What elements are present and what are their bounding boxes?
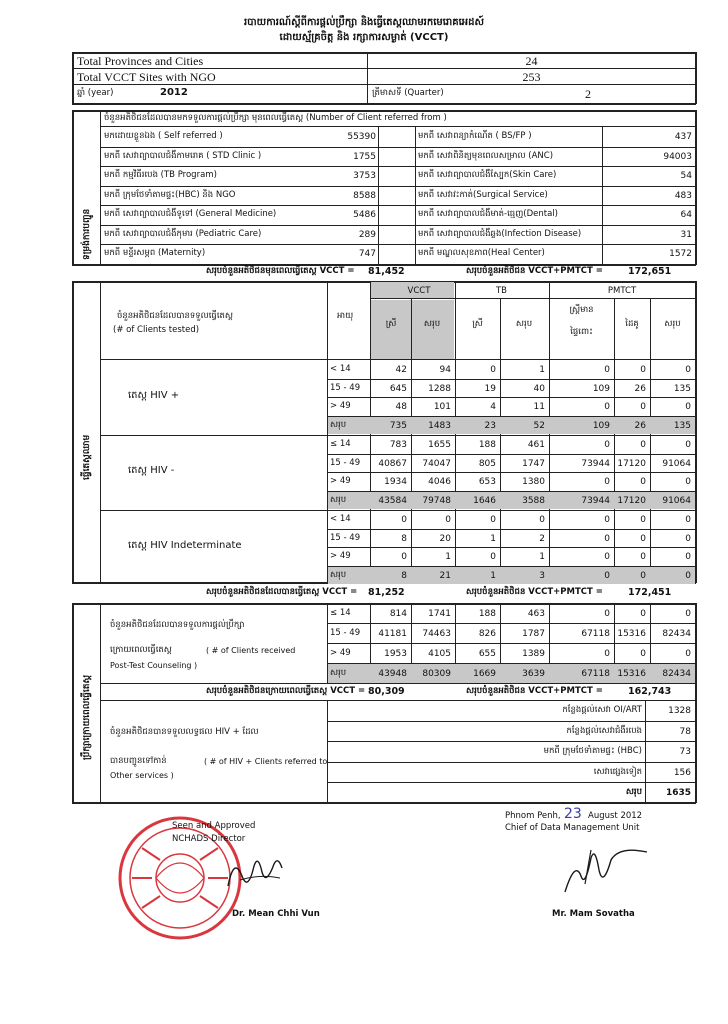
table-cell-value: 0	[604, 570, 610, 581]
col-pmtct-pregnant-2: ផ្ទៃពោះ	[570, 327, 593, 337]
col-vcct-female: ស្រី	[385, 319, 397, 329]
grid-line	[72, 802, 696, 804]
table-cell-value: 0	[490, 515, 496, 525]
table-cell-value: 0	[640, 440, 646, 450]
grid-line	[370, 298, 695, 299]
referral-source-value: 747	[358, 249, 376, 259]
referred-total-vcct-label: សរុបចំនួនអតិថិជនមុនពេលធ្វើតេស្ត VCCT =	[206, 266, 355, 276]
table-cell-value: 1669	[473, 669, 496, 679]
referral-heading-kh2: បានបញ្ជូនទៅកាន់	[110, 756, 167, 766]
referral-source-value: 483	[674, 190, 692, 201]
table-cell-value: 17120	[617, 495, 646, 506]
table-cell-value: 0	[604, 440, 610, 450]
table-cell-value: 74047	[422, 458, 451, 469]
tested-heading-kh: ចំនួនអតិថិជនដែលបានទទួលធ្វើតេស្ត	[117, 311, 234, 321]
grid-line	[100, 683, 695, 684]
referral-service-label: កន្លែងផ្តល់សេវា OI/ART	[562, 705, 642, 715]
table-cell-value: 0	[604, 402, 610, 413]
table-cell-value: 67118	[581, 669, 610, 679]
referral-source-label: មកពី សេវាវះកាត់(Surgical Service)	[418, 189, 548, 200]
table-cell-value: 80309	[422, 669, 451, 679]
table-cell-value: 653	[478, 477, 496, 488]
table-cell-value: 1389	[522, 649, 545, 659]
provinces-value: 24	[525, 54, 538, 68]
table-cell-value: 0	[640, 477, 646, 488]
year-value: 2012	[160, 87, 188, 98]
year-label: ឆ្នាំ (year)	[77, 88, 114, 98]
age-group-label: > 49	[330, 648, 351, 658]
table-cell-value: 655	[478, 649, 496, 659]
table-cell-value: 91064	[662, 458, 691, 469]
referral-source-value: 31	[680, 229, 692, 240]
table-cell-value: 735	[389, 420, 407, 431]
seen-approved-label: Seen and Approved	[172, 821, 256, 831]
table-cell-value: 21	[439, 570, 451, 581]
quarter-label: ត្រីមាសទី (Quarter)	[372, 88, 444, 98]
table-cell-value: 94	[439, 365, 451, 375]
col-tb-total: សរុប	[515, 319, 533, 329]
age-group-label: < 14	[330, 514, 351, 524]
table-cell-value: 0	[604, 533, 610, 544]
table-cell-value: 188	[478, 440, 496, 450]
table-cell-value: 40	[533, 383, 545, 394]
table-cell-value: 135	[673, 383, 691, 394]
table-cell-value: 0	[640, 609, 646, 619]
referral-source-value: 8588	[353, 190, 376, 201]
grid-line	[72, 603, 696, 605]
table-cell-value: 0	[685, 515, 691, 525]
table-cell-value: 1	[445, 552, 451, 563]
table-cell-value: 67118	[581, 629, 610, 639]
table-cell-value: 20	[439, 533, 451, 544]
table-cell-value: 109	[592, 383, 610, 394]
vcct-sites-label: Total VCCT Sites with NGO	[77, 70, 216, 84]
grid-line	[695, 603, 696, 683]
grid-line	[327, 762, 695, 763]
table-cell-value: 0	[685, 440, 691, 450]
table-cell-value: 48	[395, 402, 407, 413]
table-cell-value: 0	[685, 570, 691, 581]
referral-service-value: 73	[679, 747, 691, 757]
grid-line	[72, 281, 74, 583]
table-cell-value: 805	[478, 458, 496, 469]
referral-source-label: មកពី មណ្ឌលសុខភាព(Heal Center)	[418, 248, 545, 258]
table-cell-value: 4	[490, 402, 496, 413]
table-cell-value: 15316	[617, 669, 646, 679]
quarter-value: 2	[585, 87, 591, 101]
table-cell-value: 0	[539, 515, 545, 525]
referral-source-label: មកពី សេវាពន្យាកំណើត ( BS/FP )	[418, 131, 532, 141]
table-cell-value: 82434	[662, 669, 691, 679]
table-cell-value: 0	[685, 609, 691, 619]
table-cell-value: 1483	[428, 420, 451, 431]
chief-title: Chief of Data Management Unit	[505, 823, 640, 833]
post-total-vcct-value: 80,309	[368, 686, 405, 697]
table-cell-value: 0	[604, 552, 610, 563]
table-cell-value: 109	[592, 420, 610, 431]
table-cell-value: 1	[490, 533, 496, 544]
referral-heading-en1: ( # of HIV + Clients referred to	[204, 757, 328, 766]
test-block-label: តេស្ត HIV +	[128, 390, 180, 401]
post-heading-kh1: ចំនួនអតិថិជនដែលបានទទួលការផ្តល់ប្រឹក្សា	[110, 620, 245, 630]
table-cell-value: 0	[401, 515, 407, 525]
table-cell-value: 1	[539, 552, 545, 563]
referral-source-label: មកពី សេវាព្យាបាលជំងឺស្បែក(Skin Care)	[418, 170, 557, 180]
group-tb-header: TB	[495, 286, 508, 296]
table-cell-value: 1787	[522, 629, 545, 639]
table-cell-value: 3588	[522, 495, 545, 506]
table-cell-value: 3	[539, 570, 545, 581]
table-cell-value: 0	[685, 533, 691, 544]
referral-service-value: 156	[673, 767, 691, 778]
row-divider	[100, 225, 696, 226]
col-pmtct-partner: ដៃគូ	[625, 319, 639, 329]
referral-source-value: 55390	[347, 132, 376, 142]
age-group-label: > 49	[330, 401, 351, 412]
table-cell-value: 26	[634, 420, 646, 431]
table-cell-value: 82434	[662, 629, 691, 639]
row-divider	[100, 166, 696, 167]
age-group-label: > 49	[330, 551, 351, 562]
place-date-day: 23	[564, 806, 582, 822]
col-pmtct-total: សរុប	[664, 319, 681, 329]
table-cell-value: 0	[604, 649, 610, 659]
table-cell-value: 826	[478, 629, 496, 639]
age-group-label: សរុប	[330, 494, 347, 505]
post-total-vcct-label: សរុបចំនួនអតិថិជនក្រោយពេលធ្វើតេស្ត VCCT =	[206, 686, 366, 696]
referral-service-value: 78	[679, 726, 691, 737]
grid-line	[327, 454, 695, 455]
table-cell-value: 43584	[378, 495, 407, 506]
table-cell-value: 91064	[662, 495, 691, 506]
table-cell-value: 645	[389, 383, 407, 394]
row-divider	[100, 244, 696, 245]
table-cell-value: 0	[604, 609, 610, 619]
referral-source-value: 437	[674, 132, 692, 142]
table-cell-value: 0	[401, 552, 407, 563]
referral-source-label: មកពី សេវាព្យាបាលជំងឺឆ្លង(Infection Disease)	[418, 228, 582, 239]
table-cell-value: 0	[640, 515, 646, 525]
place-date-prefix: Phnom Penh,	[505, 811, 561, 821]
referral-source-value: 289	[358, 229, 376, 240]
vcct-sites-value: 253	[522, 70, 541, 84]
age-group-label: ≤ 14	[330, 608, 351, 618]
post-total-all-value: 162,743	[628, 686, 672, 697]
referral-source-label: មកពី ក្រុមថែទាំតាមផ្ទះ(HBC) និង NGO	[104, 189, 236, 200]
referral-source-label: មកពី សេវាព្យាបាលជំងឺកុមារ (Pediatric Care)	[104, 228, 262, 239]
grid-line	[100, 700, 695, 701]
chief-name: Mr. Mam Sovatha	[552, 909, 635, 919]
grid-line	[100, 510, 695, 511]
referral-service-label: សរុប	[625, 787, 642, 797]
referral-source-value: 1572	[669, 249, 692, 259]
table-cell-value: 2	[539, 533, 545, 544]
referral-heading-kh1: ចំនួនអតិថិជនបានទទួលលទ្ធផល HIV + ដែល	[110, 727, 259, 737]
grid-line	[100, 281, 101, 583]
table-cell-value: 0	[685, 649, 691, 659]
group-pmtct-header: PMTCT	[607, 286, 637, 296]
table-cell-value: 0	[685, 552, 691, 563]
referral-service-label: សេវាផ្សេងទៀត	[593, 766, 642, 777]
table-cell-value: 188	[478, 609, 496, 619]
grid-line	[695, 281, 696, 583]
row-divider	[100, 205, 696, 206]
table-cell-value: 8	[401, 570, 407, 581]
referral-source-label: មកពី សេវាព្យាបាលជំងឺមាត់-ធ្មេញ(Dental)	[418, 209, 558, 219]
table-cell-value: 463	[527, 609, 545, 619]
table-cell-value: 1747	[522, 458, 545, 469]
chief-signature	[555, 840, 655, 900]
table-cell-value: 4105	[428, 649, 451, 659]
table-cell-value: 1953	[384, 649, 407, 659]
age-group-label: ≤ 14	[330, 439, 351, 449]
table-cell-value: 73944	[581, 458, 610, 469]
table-cell-value: 79748	[422, 495, 451, 506]
tested-total-vcct-label: សរុបចំនួនអតិថិជនដែលបានធ្វើតេស្ត VCCT =	[206, 587, 358, 597]
table-cell-value: 814	[389, 609, 407, 619]
age-group-label: សរុប	[330, 569, 347, 580]
tested-total-all-value: 172,451	[628, 587, 672, 598]
tested-total-vcct-value: 81,252	[368, 587, 405, 598]
table-cell-value: 1655	[428, 440, 451, 450]
referral-source-label: មកពី កម្មវិធីរបេង (TB Program)	[104, 170, 217, 180]
referral-source-value: 94003	[663, 151, 692, 162]
table-cell-value: 0	[640, 402, 646, 413]
table-cell-value: 17120	[617, 458, 646, 469]
table-cell-value: 0	[490, 552, 496, 563]
provinces-label: Total Provinces and Cities	[77, 54, 204, 68]
age-group-label: < 14	[330, 364, 351, 374]
table-cell-value: 52	[533, 420, 545, 431]
age-group-label: 15 - 49	[330, 628, 361, 638]
grid-line	[327, 397, 695, 398]
table-cell-value: 1380	[522, 477, 545, 488]
report-title-line2: ដោយស្ម័គ្រចិត្ត និង រក្សាការសម្ងាត់ (VCCT)	[279, 32, 449, 43]
referral-heading-en2: Other services )	[110, 771, 174, 780]
post-side-label: ប្រឹក្សាក្រោយពេលធ្វើតេស្ត	[82, 674, 92, 760]
age-group-label: 15 - 49	[330, 532, 361, 543]
grid-line	[100, 359, 695, 360]
table-cell-value: 43948	[378, 669, 407, 679]
col-tb-female: ស្រី	[472, 319, 483, 329]
referred-side-label: ទម្រង់ការបញ្ជូន	[82, 208, 92, 260]
referral-source-value: 3753	[353, 171, 376, 181]
grid-line	[327, 643, 695, 644]
grid-line	[327, 700, 328, 803]
director-title: NCHADS Director	[172, 834, 246, 844]
row-divider	[100, 147, 696, 148]
grid-line	[327, 529, 695, 530]
age-group-label: 15 - 49	[330, 457, 361, 468]
referral-service-label: មកពី ក្រុមថែទាំតាមផ្ទះ (HBC)	[543, 746, 642, 756]
table-cell-value: 0	[445, 515, 451, 525]
group-vcct-header: VCCT	[407, 286, 431, 296]
grid-line	[100, 435, 695, 436]
table-cell-value: 1	[539, 365, 545, 375]
referral-service-value: 1635	[665, 788, 691, 798]
table-cell-value: 19	[484, 383, 496, 394]
table-cell-value: 23	[484, 420, 496, 431]
age-group-label: 15 - 49	[330, 382, 361, 393]
referral-source-value: 5486	[353, 210, 376, 220]
grid-line	[327, 623, 695, 624]
post-total-all-label: សរុបចំនួនអតិថិជន VCCT+PMTCT =	[466, 686, 603, 696]
table-cell-value: 1288	[428, 383, 451, 394]
referral-service-value: 1328	[668, 706, 691, 716]
table-cell-value: 0	[490, 365, 496, 375]
table-cell-value: 1	[490, 570, 496, 581]
table-cell-value: 1646	[473, 495, 496, 506]
referral-source-label: មកពី សេវាពិនិត្យមុនពេលសម្រាល (ANC)	[418, 150, 554, 161]
tested-heading-en: (# of Clients tested)	[113, 325, 200, 335]
grid-line	[327, 379, 695, 380]
table-cell-value: 3639	[522, 669, 545, 679]
table-cell-value: 0	[640, 365, 646, 375]
test-block-label: តេស្ត HIV -	[128, 465, 175, 476]
table-cell-value: 783	[389, 440, 407, 450]
table-cell-value: 461	[527, 440, 545, 450]
header-shade	[371, 300, 454, 359]
grid-line	[327, 472, 695, 473]
table-cell-value: 4046	[428, 477, 451, 488]
tested-total-all-label: សរុបចំនួនអតិថិជន VCCT+PMTCT =	[466, 587, 603, 597]
grid-line	[72, 603, 74, 803]
test-block-label: តេស្ត HIV Indeterminate	[128, 540, 242, 551]
table-cell-value: 11	[533, 402, 545, 413]
grid-line	[327, 741, 695, 742]
director-name: Dr. Mean Chhi Vun	[232, 909, 320, 919]
referral-source-value: 64	[680, 210, 692, 220]
age-group-label: សរុប	[330, 419, 347, 430]
table-cell-value: 0	[685, 477, 691, 488]
table-cell-value: 0	[640, 552, 646, 563]
grid-line	[100, 603, 101, 803]
table-cell-value: 101	[433, 402, 451, 413]
table-cell-value: 1934	[384, 477, 407, 488]
table-cell-value: 15316	[617, 629, 646, 639]
grid-line	[327, 782, 695, 783]
place-date-suffix: August 2012	[588, 811, 643, 821]
tested-side-label: ធ្វើតេស្តឈាម	[82, 434, 92, 480]
table-cell-value: 0	[685, 402, 691, 413]
table-cell-value: 74463	[422, 629, 451, 639]
table-cell-value: 0	[685, 365, 691, 375]
col-vcct-total: សរុប	[423, 319, 441, 329]
post-heading-kh2: ក្រោយពេលធ្វើតេស្ត	[110, 645, 172, 655]
row-divider	[100, 186, 696, 187]
table-cell-value: 0	[604, 477, 610, 488]
table-cell-value: 1741	[428, 609, 451, 619]
table-cell-value: 0	[640, 570, 646, 581]
director-signature	[220, 846, 290, 896]
table-cell-value: 73944	[581, 495, 610, 506]
table-cell-value: 0	[640, 649, 646, 659]
age-header: អាយុ	[337, 311, 354, 321]
referral-service-label: កន្លែងផ្តល់សេវាជំងឺរបេង	[566, 725, 642, 736]
referral-source-value: 54	[680, 171, 692, 181]
grid-line	[327, 547, 695, 548]
referral-source-label: មកពី មន្ទីរសម្ភព (Maternity)	[104, 248, 206, 258]
referral-source-label: មកដោយខ្លួនឯង ( Self referred )	[104, 131, 223, 141]
table-cell-value: 135	[673, 420, 691, 431]
referred-total-all-value: 172,651	[628, 266, 672, 277]
referral-source-value: 1755	[353, 151, 376, 162]
table-cell-value: 26	[634, 383, 646, 394]
referral-source-label: មកពី សេវាព្យាបាលជំងឺទូទៅ (General Medicine)	[104, 209, 277, 219]
report-title-line1: របាយការណ៍ស្តីពីការផ្តល់ប្រឹក្សា និងធ្វើតេស្តឈាមរកមេរោគអេដស៍	[243, 17, 484, 28]
table-cell-value: 41181	[378, 629, 407, 639]
referred-total-vcct-value: 81,452	[368, 266, 405, 277]
age-group-label: សរុប	[330, 668, 347, 678]
age-group-label: > 49	[330, 476, 351, 487]
post-heading-en2: Post-Test Counseling )	[110, 661, 198, 670]
col-pmtct-pregnant-1: ស្ត្រីមាន	[569, 305, 594, 315]
referred-heading: ចំនួនអតិថិជនដែលបានមកទទួលការផ្តល់ប្រឹក្សា មុនពេលធ្វើតេស្ត (Number of Client referred from )	[104, 113, 447, 123]
table-cell-value: 0	[640, 533, 646, 544]
referred-total-all-label: សរុបចំនួនអតិថិជន VCCT+PMTCT =	[466, 266, 603, 276]
table-cell-value: 0	[604, 515, 610, 525]
table-cell-value: 42	[395, 365, 407, 375]
table-cell-value: 8	[401, 533, 407, 544]
grid-line	[327, 721, 695, 722]
table-cell-value: 40867	[378, 458, 407, 469]
table-cell-value: 0	[604, 365, 610, 375]
referral-source-label: មកពី សេវាព្យាបាលជំងឺកាមរោគ ( STD Clinic )	[104, 150, 262, 161]
post-heading-en1: ( # of Clients received	[206, 646, 296, 655]
